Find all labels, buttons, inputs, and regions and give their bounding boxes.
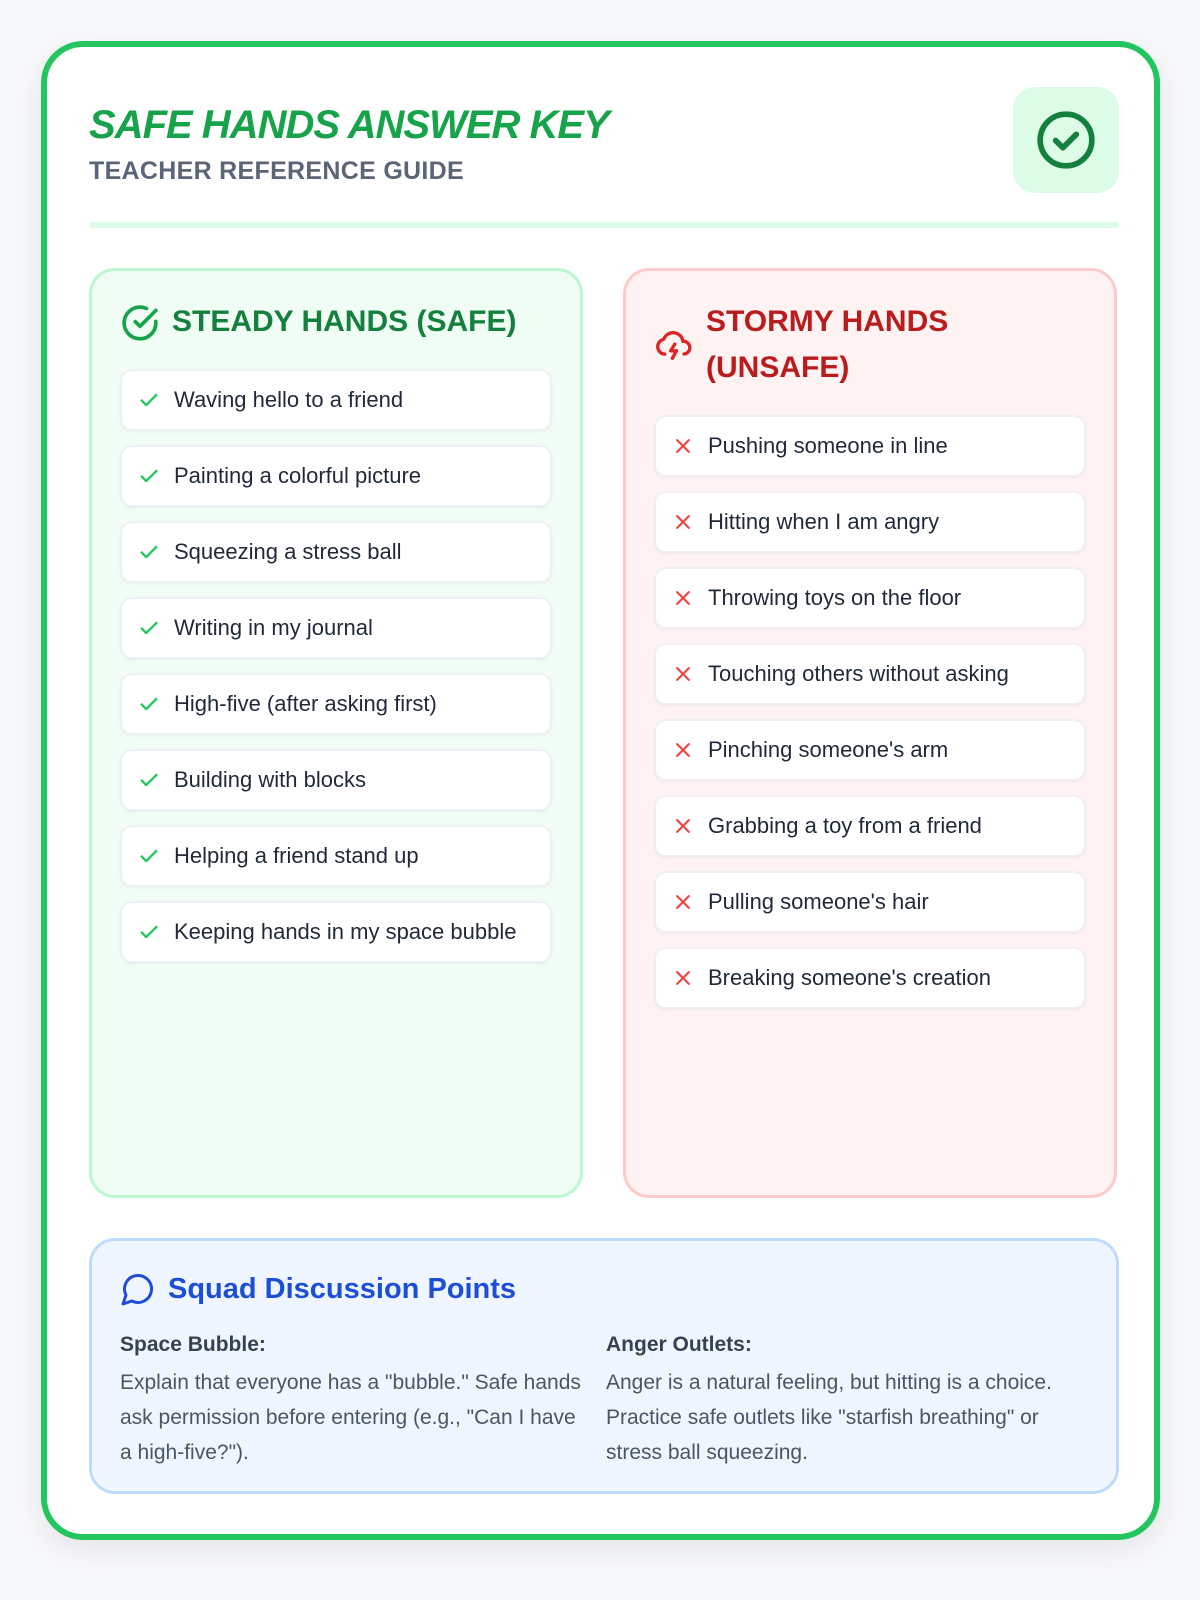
unsafe-item [654,947,1086,1009]
check-icon [136,387,162,413]
header-divider [89,222,1119,228]
discussion-heading [120,1271,516,1307]
safe-item-text: Painting a colorful picture [174,463,422,488]
point-text: Anger is a natural feeling, but hitting is a choice. Practice safe outlets like "starfish breathing" or stress ball squeezing. [606,1371,1052,1464]
unsafe-item [654,871,1086,933]
header [89,87,1119,227]
check-icon [136,463,162,489]
steady-hands-column [89,268,583,1198]
cross-icon [670,433,696,459]
discussion-title: Squad Discussion Points [168,1272,517,1305]
cross-icon [670,585,696,611]
safe-item-text: High-five (after asking first) [174,691,437,716]
steady-hands-heading [120,299,556,345]
stormy-hands-title-line2: (UNSAFE) [706,351,850,384]
cross-icon [670,509,696,535]
check-circle-icon [120,303,160,343]
cross-icon [670,965,696,991]
unsafe-item-text: Pushing someone in line [708,433,948,458]
cross-icon [670,661,696,687]
safe-item [120,597,552,659]
page-title: SAFE HANDS ANSWER KEY [89,103,609,147]
check-icon [136,843,162,869]
cross-icon [670,737,696,763]
stormy-hands-heading [654,299,1090,391]
unsafe-list [654,415,1086,1023]
discussion-point-anger-outlets [606,1333,1076,1470]
unsafe-item-text: Hitting when I am angry [708,509,940,534]
steady-hands-title: STEADY HANDS (SAFE) [172,305,517,338]
check-icon [136,767,162,793]
safe-item-text: Waving hello to a friend [174,387,404,412]
cross-icon [670,889,696,915]
unsafe-item [654,491,1086,553]
safe-item [120,445,552,507]
discussion-point-space-bubble [120,1333,590,1470]
stormy-hands-title [706,299,948,391]
check-icon [136,691,162,717]
unsafe-item [654,415,1086,477]
safe-item [120,749,552,811]
unsafe-item-text: Pulling someone's hair [708,889,929,914]
point-text: Explain that everyone has a "bubble." Safe hands ask permission before entering (e.g., "Can I have a high-five?"). [120,1371,581,1464]
unsafe-item [654,567,1086,629]
check-badge [1013,87,1119,193]
unsafe-item [654,795,1086,857]
safe-item [120,521,552,583]
point-title: Space Bubble: [120,1333,266,1356]
point-title: Anger Outlets: [606,1333,752,1356]
check-icon [136,539,162,565]
discussion-points [89,1238,1119,1494]
unsafe-item-text: Grabbing a toy from a friend [708,813,982,838]
answer-key-card [41,41,1160,1540]
safe-item [120,825,552,887]
check-circle-icon [1035,109,1097,171]
safe-list [120,369,552,977]
unsafe-item-text: Throwing toys on the floor [708,585,962,610]
chat-bubble-icon [120,1271,156,1307]
unsafe-item-text: Pinching someone's arm [708,737,949,762]
stormy-hands-column [623,268,1117,1198]
unsafe-item [654,643,1086,705]
check-icon [136,615,162,641]
safe-item-text: Building with blocks [174,767,366,792]
cross-icon [670,813,696,839]
unsafe-item [654,719,1086,781]
safe-item [120,901,552,963]
safe-item-text: Squeezing a stress ball [174,539,402,564]
safe-item-text: Writing in my journal [174,615,373,640]
unsafe-item-text: Breaking someone's creation [708,965,992,990]
storm-cloud-icon [654,325,694,365]
stormy-hands-title-line1: STORMY HANDS [706,305,949,338]
safe-item [120,369,552,431]
page-subtitle: TEACHER REFERENCE GUIDE [89,157,464,185]
unsafe-item-text: Touching others without asking [708,661,1009,686]
safe-item-text: Helping a friend stand up [174,843,419,868]
check-icon [136,919,162,945]
safe-item [120,673,552,735]
safe-item-text: Keeping hands in my space bubble [174,919,517,944]
